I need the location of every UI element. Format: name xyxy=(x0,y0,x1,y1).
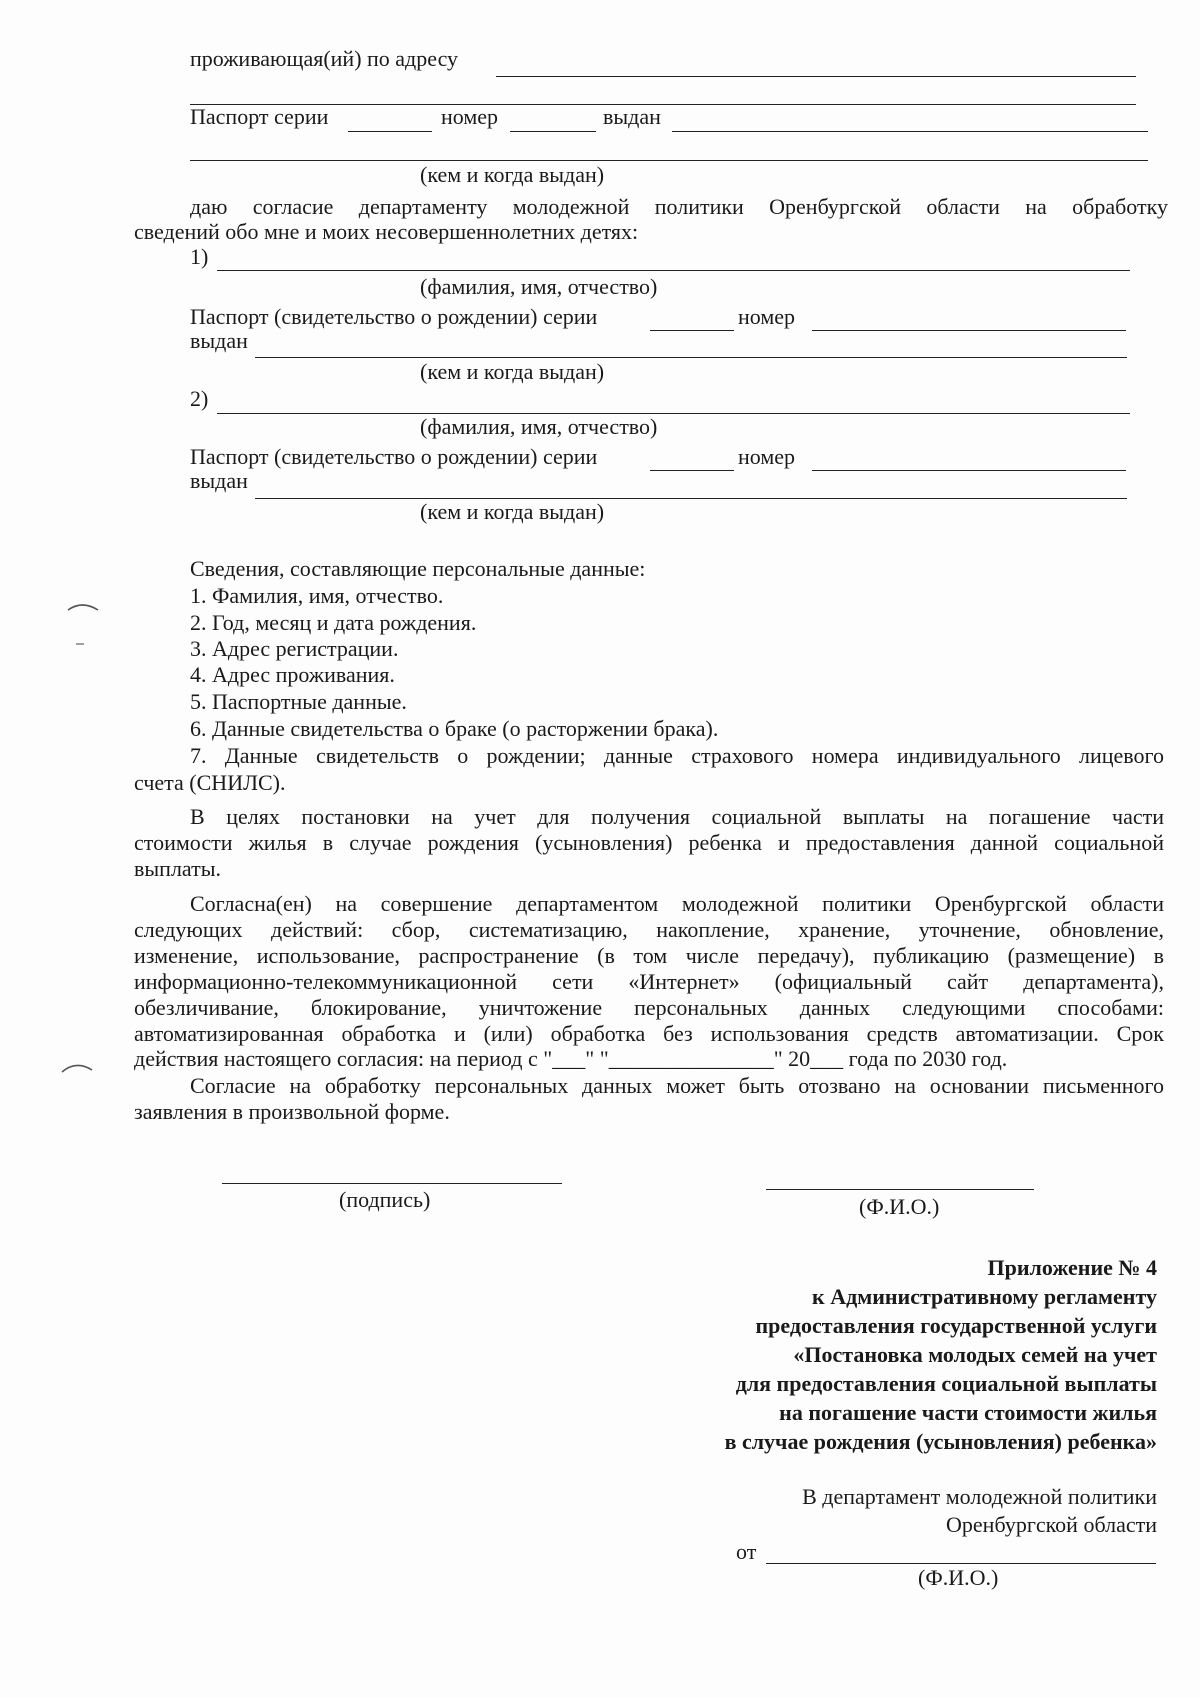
child1-issued-hint: (кем и когда выдан) xyxy=(420,359,605,384)
personal-data-item-7-text: 7. Данные свидетельств о рождении; данные страхового номера индивидуального лицевого xyxy=(190,743,1164,768)
personal-data-item-2: 2. Год, месяц и дата рождения. xyxy=(190,610,477,635)
child1-fio-hint: (фамилия, имя, отчество) xyxy=(420,274,658,299)
address-field-line[interactable] xyxy=(496,76,1136,77)
child1-series-field[interactable] xyxy=(650,330,734,331)
personal-data-item-7 xyxy=(190,745,1164,767)
signature-fio-field[interactable] xyxy=(766,1189,1034,1190)
passport-series-field[interactable] xyxy=(348,131,432,132)
passport-number-field[interactable] xyxy=(510,131,596,132)
agreement-period-line: действия настоящего согласия: на период с "___" "_______________" 20___ года по 2030 год. xyxy=(134,1046,1008,1071)
child1-issued-field[interactable] xyxy=(255,357,1127,358)
passport-issued-field-2[interactable] xyxy=(190,160,1148,161)
purpose-line-1 xyxy=(190,806,1164,828)
appendix-line-3: предоставления государственной услуги xyxy=(755,1313,1157,1338)
scan-mark-1 xyxy=(64,598,104,618)
appendix-line-6: на погашение части стоимости жилья xyxy=(779,1400,1157,1425)
agreement-text-2: следующих действий: сбор, систематизацию, накопление, хранение, уточнение, обновление, xyxy=(134,917,1164,942)
personal-data-item-7-cont: счета (СНИЛС). xyxy=(134,770,286,795)
agreement-text-6: автоматизированная обработка и (или) обработка без использования средств автоматизации. Срок xyxy=(134,1021,1164,1046)
child1-doc-label: Паспорт (свидетельство о рождении) серии xyxy=(190,304,598,329)
child2-number: 2) xyxy=(190,386,209,411)
agreement-line-3 xyxy=(134,945,1164,967)
personal-data-item-6: 6. Данные свидетельства о браке (о расторжении брака). xyxy=(190,716,719,741)
child2-fio-field[interactable] xyxy=(217,413,1130,414)
personal-data-item-5: 5. Паспортные данные. xyxy=(190,689,407,714)
address-label: проживающая(ий) по адресу xyxy=(190,46,459,71)
appendix-line-4: «Постановка молодых семей на учет xyxy=(793,1342,1157,1367)
agreement-line-2 xyxy=(134,919,1164,941)
agreement-text-1: Согласна(ен) на совершение департаментом молодежной политики Оренбургской области xyxy=(190,891,1164,916)
child2-issued-hint: (кем и когда выдан) xyxy=(420,499,605,524)
personal-data-item-1: 1. Фамилия, имя, отчество. xyxy=(190,583,444,608)
consent-line-2: сведений обо мне и моих несовершеннолетних детях: xyxy=(134,219,639,244)
addressee-line-2: Оренбургской области xyxy=(946,1512,1157,1537)
addressee-line-1: В департамент молодежной политики xyxy=(802,1484,1157,1509)
child2-issued-label: выдан xyxy=(190,468,248,493)
child1-issued-label: выдан xyxy=(190,328,248,353)
personal-data-heading: Сведения, составляющие персональные данные: xyxy=(190,556,646,581)
appendix-line-5: для предоставления социальной выплаты xyxy=(735,1371,1157,1396)
appendix-line-2: к Административному регламенту xyxy=(812,1284,1157,1309)
child2-series-field[interactable] xyxy=(650,470,734,471)
child1-number-label: номер xyxy=(738,304,796,329)
scan-mark-3 xyxy=(58,1058,98,1078)
agreement-text-4: информационно-телекоммуникационной сети «Интернет» (официальный сайт департамента), xyxy=(134,969,1164,994)
appendix-line-1: Приложение № 4 xyxy=(987,1255,1157,1280)
passport-series-label: Паспорт серии xyxy=(190,104,329,129)
revocation-line-2: заявления в произвольной форме. xyxy=(134,1099,450,1124)
child2-number-label: номер xyxy=(738,444,796,469)
child2-fio-hint: (фамилия, имя, отчество) xyxy=(420,414,658,439)
child2-number-field[interactable] xyxy=(812,470,1126,471)
scan-mark-2 xyxy=(74,640,88,648)
addressee-fio-field[interactable] xyxy=(766,1563,1156,1564)
agreement-line-6 xyxy=(134,1023,1164,1045)
revocation-text-1: Согласие на обработку персональных данных может быть отозвано на основании письменного xyxy=(190,1073,1164,1098)
agreement-line-4 xyxy=(134,971,1164,993)
signature-field[interactable] xyxy=(222,1183,562,1184)
purpose-line-2 xyxy=(134,832,1164,854)
agreement-line-5 xyxy=(134,997,1164,1019)
child2-issued-field[interactable] xyxy=(255,498,1127,499)
purpose-line-3: выплаты. xyxy=(134,856,222,881)
child1-number-field[interactable] xyxy=(812,330,1126,331)
issued-by-hint: (кем и когда выдан) xyxy=(420,162,605,187)
appendix-line-7: в случае рождения (усыновления) ребенка» xyxy=(724,1429,1157,1454)
consent-text-1: даю согласие департаменту молодежной политики Оренбургской области на обработку xyxy=(190,194,1168,219)
child2-doc-label: Паспорт (свидетельство о рождении) серии xyxy=(190,444,598,469)
passport-issued-field[interactable] xyxy=(672,131,1148,132)
address-field-line-2[interactable] xyxy=(190,104,1136,105)
child1-number: 1) xyxy=(190,244,209,269)
passport-number-label: номер xyxy=(441,104,499,129)
passport-issued-label: выдан xyxy=(603,104,661,129)
signature-hint: (подпись) xyxy=(339,1187,431,1212)
addressee-fio-hint: (Ф.И.О.) xyxy=(918,1565,999,1590)
purpose-text-2: стоимости жилья в случае рождения (усыновления) ребенка и предоставления данной социальной xyxy=(134,830,1164,855)
revocation-line-1 xyxy=(190,1075,1164,1097)
consent-line-1 xyxy=(190,196,1168,218)
agreement-text-5: обезличивание, блокирование, уничтожение персональных данных следующими способами: xyxy=(134,995,1164,1020)
agreement-text-3: изменение, использование, распространение (в том числе передачу), публикацию (размещение) в xyxy=(134,943,1164,968)
child1-fio-field[interactable] xyxy=(217,270,1130,271)
addressee-from-label: от xyxy=(736,1539,757,1564)
personal-data-item-4: 4. Адрес проживания. xyxy=(190,662,395,687)
signature-fio-hint: (Ф.И.О.) xyxy=(859,1194,940,1219)
agreement-line-1 xyxy=(190,893,1164,915)
purpose-text-1: В целях постановки на учет для получения социальной выплаты на погашение части xyxy=(190,804,1164,829)
personal-data-item-3: 3. Адрес регистрации. xyxy=(190,636,399,661)
